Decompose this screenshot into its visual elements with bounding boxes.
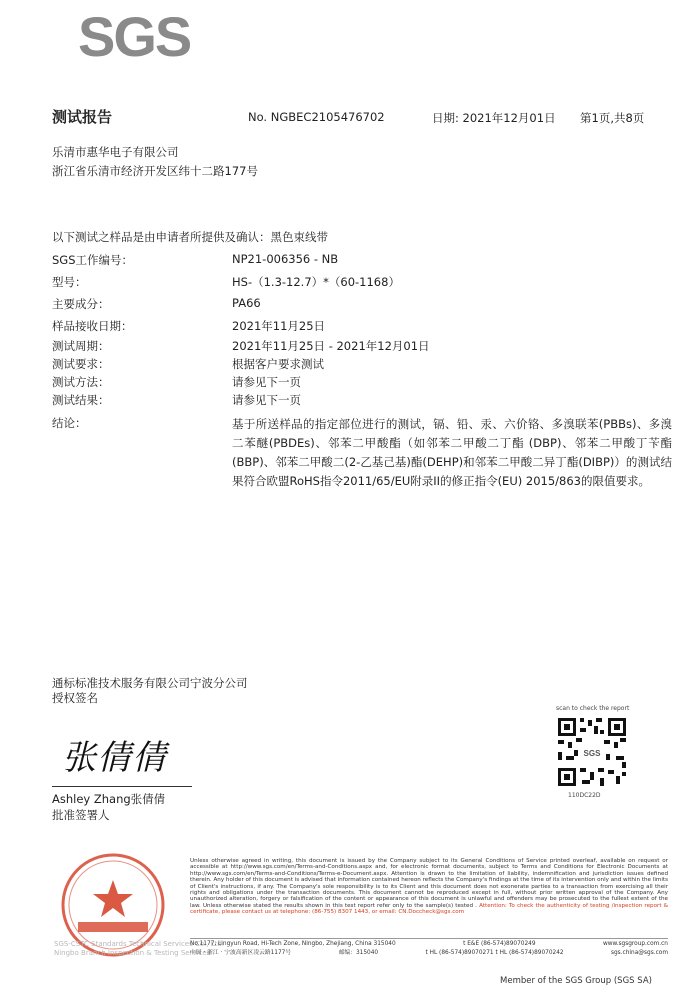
- applicant-address: 浙江省乐清市经济开发区纬十二路177号: [52, 164, 258, 178]
- report-title: 测试报告: [52, 108, 113, 126]
- stamp-line1: SGS-CSTC Standards Technical Services Co., Ltd.: [54, 940, 225, 948]
- report-date: 日期: 2021年12月01日: [432, 111, 556, 125]
- field-value: 2021年11月25日 - 2021年12月01日: [232, 339, 430, 353]
- phone-en: t E&E (86-574)89070249: [463, 941, 536, 947]
- issuing-company: 通标标准技术服务有限公司宁波分公司: [52, 676, 248, 690]
- authorized-signature-label: 授权签名: [52, 691, 98, 705]
- qr-caption: scan to check the report: [556, 705, 630, 712]
- field-value: 请参见下一页: [232, 393, 301, 407]
- signer-title: 批准签署人: [52, 808, 110, 822]
- phone-cn: t HL (86-574)89070271 t HL (86-574)89070242: [425, 950, 564, 956]
- qr-code-icon[interactable]: [556, 716, 628, 788]
- address-cn: 中国 · 浙江 · 宁波高新区凌云路1177号: [190, 950, 292, 956]
- postcode-cn: 邮编：315040: [338, 950, 379, 956]
- field-label: 样品接收日期：: [52, 319, 133, 333]
- logo-text: SGS: [78, 5, 191, 68]
- field-label: 型号：: [52, 275, 87, 289]
- email-link[interactable]: sgs.china@sgs.com: [610, 950, 668, 956]
- sgs-logo: [78, 6, 190, 68]
- qr-code-id: 110DC22D: [568, 792, 601, 799]
- conclusion-label: 结论：: [52, 416, 87, 430]
- page-indicator: 第1页,共8页: [580, 111, 645, 125]
- signature-line: [52, 786, 192, 787]
- address-bar: [190, 940, 668, 958]
- address-divider: [190, 938, 668, 939]
- handwritten-signature: 张倩倩: [62, 738, 167, 778]
- applicant-name: 乐清市惠华电子有限公司: [52, 145, 179, 159]
- terms-text: Unless otherwise agreed in writing, this document is issued by the Company subject to its General Conditions of Service printed overleaf, available on request or accessible at http://www.sgs.com/en/Terms-and-Conditions.aspx and, for electronic format documents, subject to Terms and Conditions for Electronic Documents at http://www.sgs.com/en/Terms-and-Conditions/Terms-e-Document.aspx. Attention is drawn to the limitation of liability, indemnification and jurisdiction issues defined therein. Any holder of this document is advised that information contained hereon reflects the Company's findings at the time of its intervention only and within the limits of Client's instructions, if any. The Company's sole responsibility is to its Client and this document does not exonerate parties to a transaction from exercising all their rights and obligations under the transaction documents. This document cannot be reproduced except in full, without prior written approval of the Company. Any unauthorized alteration, forgery or falsification of the content or appearance of this document is unlawful and offenders may be prosecuted to the fullest extent of the law. Unless otherwise stated the results shown in this test report refer only to the sample(s) tested .: [190, 858, 668, 909]
- field-value: 请参见下一页: [232, 375, 301, 389]
- field-label: 测试周期：: [52, 339, 110, 353]
- field-label: SGS工作编号：: [52, 253, 134, 267]
- field-label: 测试要求：: [52, 357, 110, 371]
- field-value: HS-（1.3-12.7）*（60-1168）: [232, 275, 400, 289]
- address-en: No.1177, Lingyun Road, Hi-Tech Zone, Ningbo, Zhejiang, China 315040: [190, 941, 396, 947]
- field-label: 主要成分：: [52, 297, 110, 311]
- signer-name: Ashley Zhang张倩倩: [52, 792, 166, 806]
- field-value: 根据客户要求测试: [232, 357, 324, 371]
- report-number: No. NGBEC2105476702: [248, 110, 385, 124]
- authenticity-notice: Attention: To check the authenticity of testing /inspection report & certificate, please contact us at telephone: (86-755) 8307 1443, or email: CN.Doccheck@sgs.com: [190, 902, 669, 916]
- sgs-member-note: Member of the SGS Group (SGS SA): [500, 976, 652, 986]
- field-value: NP21-006356 - NB: [232, 252, 339, 266]
- terms-fineprint: [190, 858, 668, 916]
- qr-center-text: SGS: [583, 749, 601, 758]
- field-label: 测试方法：: [52, 375, 110, 389]
- sample-intro: 以下测试之样品是由申请者所提供及确认：黑色束线带: [52, 230, 328, 244]
- stamp-line2: Ningbo Branch Inspection & Testing Services: [54, 949, 211, 957]
- website-link[interactable]: www.sgsgroup.com.cn: [602, 941, 668, 947]
- field-label: 测试结果：: [52, 393, 110, 407]
- field-value: 2021年11月25日: [232, 319, 326, 333]
- field-value: PA66: [232, 296, 261, 310]
- conclusion-text: 基于所送样品的指定部位进行的测试，镉、铅、汞、六价铬、多溴联苯(PBBs)、多溴二苯醚(PBDEs)、邻苯二甲酸酯（如邻苯二甲酸二丁酯 (DBP)、邻苯二甲酸丁苄酯(BBP)、邻苯二甲酸二(2-乙基己基)酯(DEHP)和邻苯二甲酸二异丁酯(DIBP)）的测试结果符合欧盟RoHS指令2011/65/EU附录II的修正指令(EU) 2015/863的限值要求。: [232, 417, 672, 488]
